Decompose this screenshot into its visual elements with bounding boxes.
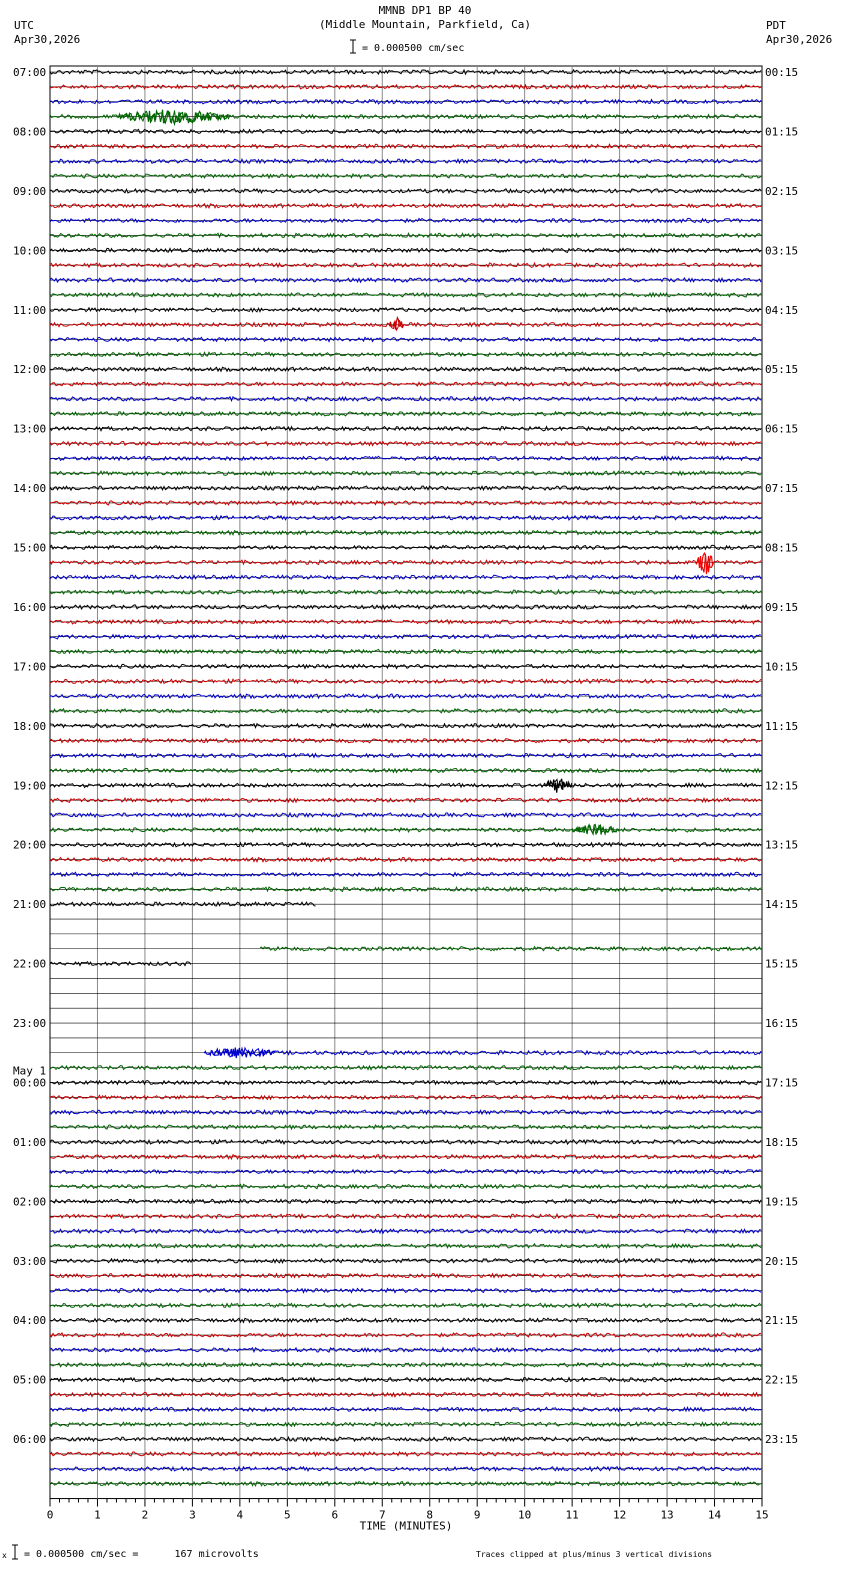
pdt-hour-label: 18:15	[765, 1135, 799, 1149]
seismic-trace	[50, 798, 761, 802]
utc-hour-label: 08:00	[13, 125, 47, 139]
utc-hour-label: 17:00	[13, 660, 47, 674]
x-tick-label: 4	[236, 1508, 244, 1522]
utc-hour-label: 12:00	[13, 363, 47, 377]
utc-hour-label: 04:00	[13, 1314, 47, 1328]
seismic-trace	[50, 1467, 761, 1471]
x-tick-label: 12	[612, 1508, 627, 1522]
footer-scale: x = 0.000500 cm/sec = 167 microvolts	[2, 1543, 302, 1563]
clip-note: Traces clipped at plus/minus 3 vertical divisions	[476, 1550, 713, 1559]
x-tick-label: 1	[94, 1508, 101, 1522]
utc-hour-label: 21:00	[13, 898, 47, 912]
station-title: MMNB DP1 BP 40	[378, 4, 472, 17]
pdt-hour-label: 08:15	[765, 541, 799, 555]
pdt-hour-label: 06:15	[765, 422, 799, 436]
pdt-hour-label: 13:15	[765, 838, 799, 852]
pdt-hour-label: 02:15	[765, 184, 799, 198]
x-axis-title: TIME (MINUTES)	[359, 1519, 453, 1533]
utc-hour-label: 07:00	[13, 66, 47, 79]
x-tick-label: 2	[141, 1508, 149, 1522]
pdt-hour-label: 21:15	[765, 1314, 799, 1328]
pdt-hour-label: 01:15	[765, 125, 799, 139]
x-tick-label: 8	[426, 1508, 434, 1522]
utc-hour-label: 23:00	[13, 1017, 47, 1031]
utc-hour-label: 10:00	[13, 244, 47, 258]
seismic-trace	[212, 1048, 761, 1057]
pdt-hour-label: 05:15	[765, 363, 799, 377]
pdt-hour-label: 23:15	[765, 1433, 799, 1447]
utc-hour-label: 13:00	[13, 422, 47, 436]
footer-scale-bar-icon	[11, 1543, 21, 1561]
utc-hour-label: 03:00	[13, 1254, 47, 1268]
utc-hour-label: 20:00	[13, 838, 47, 852]
pdt-hour-label: 07:15	[765, 482, 799, 496]
utc-hour-label: 09:00	[13, 184, 47, 198]
right-timezone: PDT	[766, 19, 786, 32]
utc-hour-label: 18:00	[13, 719, 47, 733]
utc-hour-label: 22:00	[13, 957, 47, 971]
day-change-label: May 1	[13, 1064, 47, 1078]
utc-hour-label: 06:00	[13, 1433, 47, 1447]
x-tick-label: 5	[284, 1508, 291, 1522]
utc-hour-label: 00:00	[13, 1076, 47, 1090]
x-tick-label: 15	[755, 1508, 769, 1522]
pdt-hour-label: 09:15	[765, 600, 799, 614]
pdt-hour-label: 17:15	[765, 1076, 799, 1090]
seismic-trace	[50, 412, 761, 416]
seismic-trace	[50, 278, 761, 282]
pdt-hour-label: 16:15	[765, 1017, 799, 1031]
utc-hour-label: 19:00	[13, 779, 47, 793]
left-date: Apr30,2026	[14, 33, 81, 46]
x-tick-label: 6	[331, 1508, 339, 1522]
station-subtitle: (Middle Mountain, Parkfield, Ca)	[319, 18, 531, 31]
pdt-hour-label: 11:15	[765, 719, 799, 733]
x-tick-label: 3	[189, 1508, 196, 1522]
pdt-hour-label: 15:15	[765, 957, 799, 971]
pdt-hour-label: 14:15	[765, 898, 799, 912]
utc-hour-label: 01:00	[13, 1135, 47, 1149]
utc-hour-label: 16:00	[13, 600, 47, 614]
utc-hour-label: 11:00	[13, 303, 47, 317]
utc-hour-label: 02:00	[13, 1195, 47, 1209]
left-timezone: UTC	[14, 19, 34, 32]
pdt-hour-label: 04:15	[765, 303, 799, 317]
footer-scale-text: = 0.000500 cm/sec = 167 microvolts	[24, 1549, 259, 1560]
x-tick-label: 14	[707, 1508, 722, 1522]
seismic-trace	[50, 779, 761, 788]
seismic-trace	[50, 320, 761, 330]
pdt-hour-label: 20:15	[765, 1254, 799, 1268]
scale-legend-text: = 0.000500 cm/sec	[362, 43, 465, 54]
x-tick-label: 0	[46, 1508, 54, 1522]
x-tick-label: 7	[378, 1508, 386, 1522]
utc-hour-label: 15:00	[13, 541, 47, 555]
pdt-hour-label: 12:15	[765, 779, 799, 793]
pdt-hour-label: 00:15	[765, 66, 799, 79]
pdt-hour-label: 19:15	[765, 1195, 799, 1209]
seismic-trace	[50, 554, 761, 572]
pdt-hour-label: 22:15	[765, 1373, 799, 1387]
x-tick-label: 13	[660, 1508, 674, 1522]
seismic-trace	[50, 1318, 761, 1322]
x-tick-label: 9	[473, 1508, 481, 1522]
x-tick-label: 10	[518, 1508, 532, 1522]
pdt-hour-label: 10:15	[765, 660, 799, 674]
x-tick-label: 11	[565, 1508, 579, 1522]
right-date: Apr30,2026	[766, 33, 833, 46]
pdt-hour-label: 03:15	[765, 244, 799, 258]
utc-hour-label: 14:00	[13, 482, 47, 496]
utc-hour-label: 05:00	[13, 1373, 47, 1387]
